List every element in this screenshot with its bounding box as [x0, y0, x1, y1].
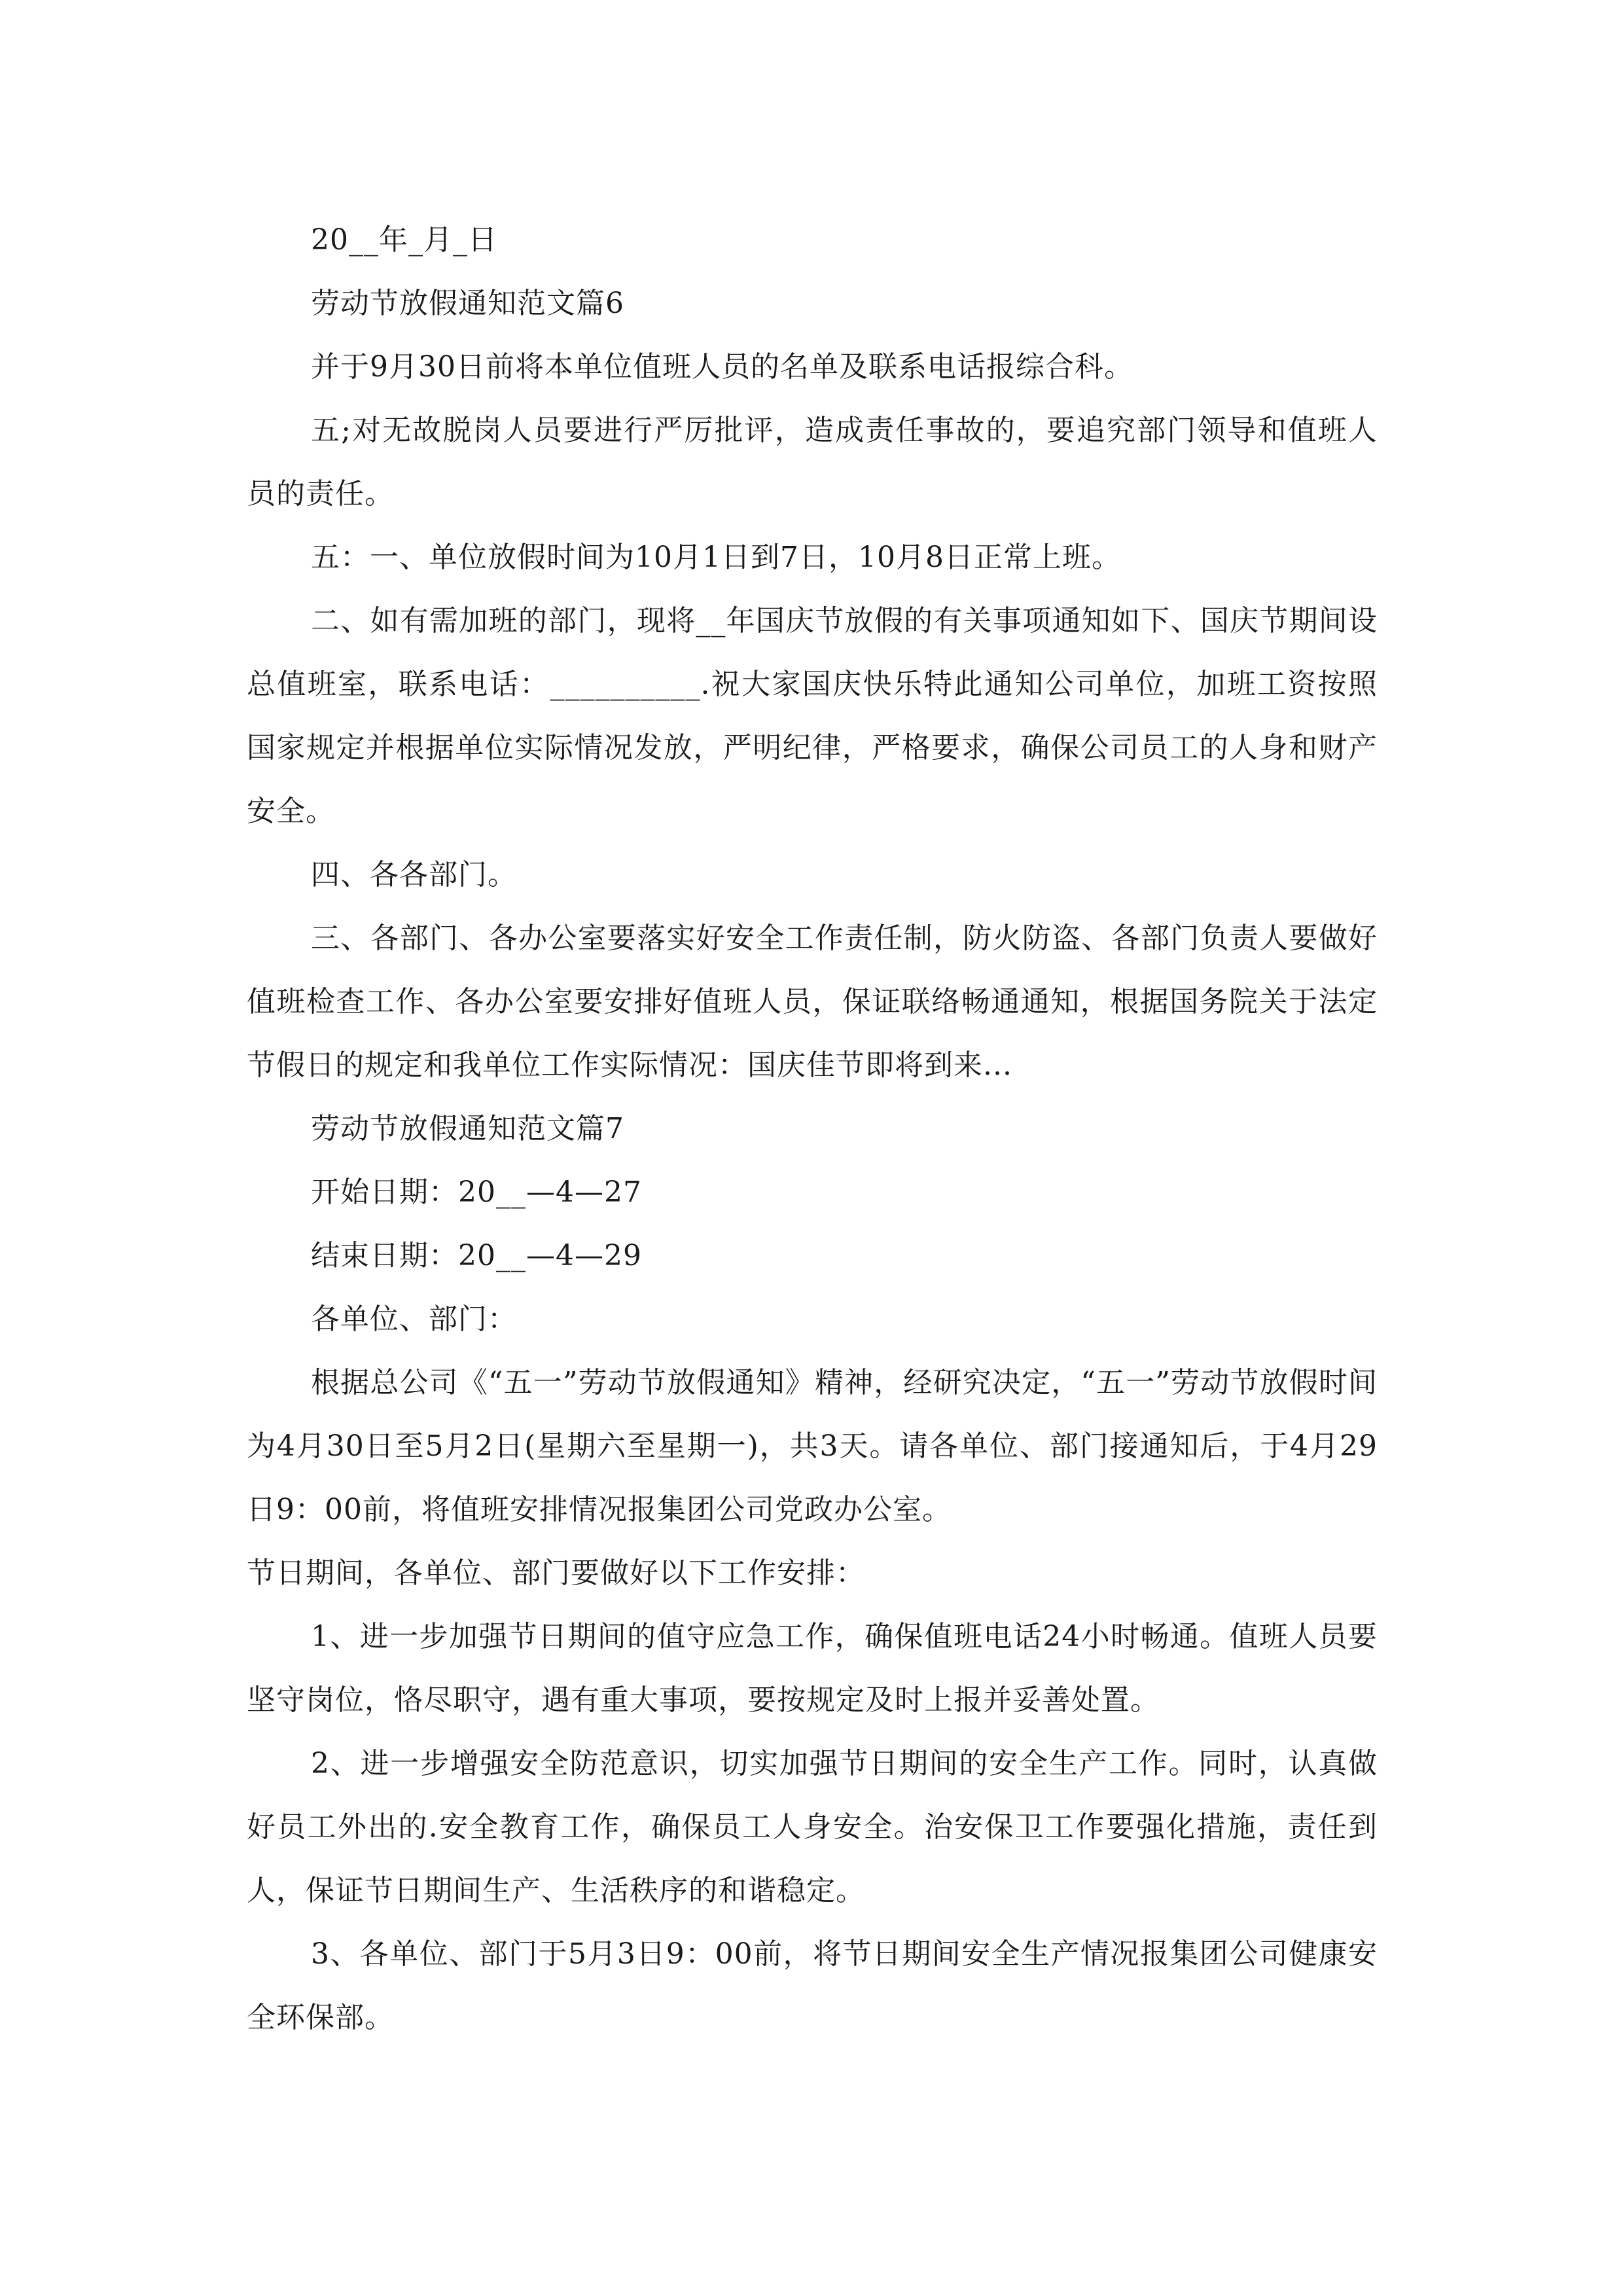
section-heading-6: 劳动节放假通知范文篇6: [311, 287, 624, 320]
section-heading-7: 劳动节放假通知范文篇7: [311, 1112, 624, 1145]
paragraph: 二、如有需加班的部门，现将__年国庆节放假的有关事项通知如下、国庆节期间设总值班室，联系电话：__________.祝大家国庆快乐特此通知公司单位，加班工资按照国家规定并根据单位实际情况发放，严明纪律，严格要求，确保公司员工的人身和财产安全。: [247, 604, 1378, 828]
paragraph: 三、各部门、各办公室要落实好安全工作责任制，防火防盗、各部门负责人要做好值班检查工作、各办公室要安排好值班人员，保证联络畅通通知，根据国务院关于法定节假日的规定和我单位工作实际情况：国庆佳节即将到来...: [247, 922, 1378, 1082]
date-line: 20__年_月_日: [311, 223, 497, 257]
document-body: [247, 208, 1378, 2049]
start-date: 开始日期：20__—4—27: [311, 1175, 642, 1209]
paragraph: 四、各各部门。: [311, 858, 517, 891]
list-item: 1、进一步加强节日期间的值守应急工作，确保值班电话24小时畅通。值班人员要坚守岗位，恪尽职守，遇有重大事项，要按规定及时上报并妥善处置。: [247, 1620, 1378, 1717]
paragraph: 并于9月30日前将本单位值班人员的名单及联系电话报综合科。: [311, 350, 1133, 384]
end-date: 结束日期：20__—4—29: [311, 1239, 642, 1272]
list-item: 3、各单位、部门于5月3日9：00前，将节日期间安全生产情况报集团公司健康安全环保部。: [247, 1937, 1378, 2034]
paragraph: 节日期间，各单位、部门要做好以下工作安排：: [247, 1556, 865, 1590]
paragraph: 根据总公司《“五一”劳动节放假通知》精神，经研究决定，“五一”劳动节放假时间为4月30日至5月2日(星期六至星期一)，共3天。请各单位、部门接通知后，于4月29日9：00前，将值班安排情况报集团公司党政办公室。: [247, 1366, 1378, 1526]
salutation: 各单位、部门：: [311, 1302, 517, 1336]
list-item: 2、进一步增强安全防范意识，切实加强节日期间的安全生产工作。同时，认真做好员工外出的.安全教育工作，确保员工人身安全。治安保卫工作要强化措施，责任到人，保证节日期间生产、生活秩序的和谐稳定。: [247, 1747, 1378, 1907]
paragraph: 五：一、单位放假时间为10月1日到7日，10月8日正常上班。: [311, 541, 1121, 574]
paragraph: 五;对无故脱岗人员要进行严厉批评，造成责任事故的，要追究部门领导和值班人员的责任。: [247, 414, 1378, 511]
